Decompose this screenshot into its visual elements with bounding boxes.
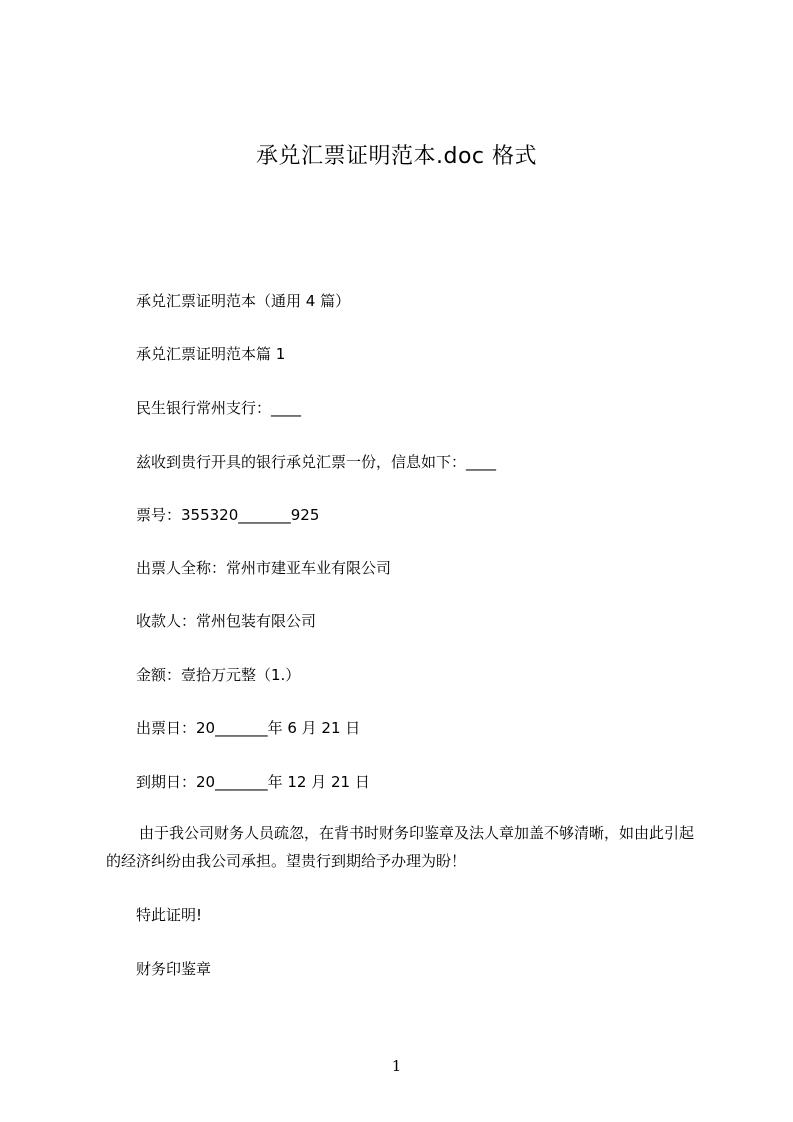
- body-paragraph: 由于我公司财务人员疏忽，在背书时财务印鉴章及法人章加盖不够清晰，如由此引起的经济纠纷由我公司承担。望贵行到期给予办理为盼！: [106, 824, 695, 870]
- section-heading: 承兑汇票证明范本篇 1: [136, 345, 286, 363]
- document-title: 承兑汇票证明范本.doc 格式: [255, 144, 537, 169]
- payee-line: 收款人：常州包装有限公司: [136, 612, 317, 630]
- bill-number-line: 票号：355320_______925: [136, 506, 320, 524]
- addressee-line: 民生银行常州支行：____: [136, 399, 302, 417]
- intro-line: 兹收到贵行开具的银行承兑汇票一份，信息如下：____: [136, 453, 497, 471]
- drawer-line: 出票人全称：常州市建亚车业有限公司: [136, 559, 392, 577]
- amount-line: 金额：壹拾万元整（1.）: [136, 666, 301, 684]
- signature-line: 财务印鉴章: [136, 960, 212, 978]
- closing-line: 特此证明!: [136, 906, 203, 924]
- page-number: 1: [391, 1057, 402, 1075]
- issue-date-line: 出票日：20_______年 6 月 21 日: [136, 719, 361, 737]
- due-date-line: 到期日：20_______年 12 月 21 日: [136, 773, 370, 791]
- document-subtitle: 承兑汇票证明范本（通用 4 篇）: [136, 292, 351, 310]
